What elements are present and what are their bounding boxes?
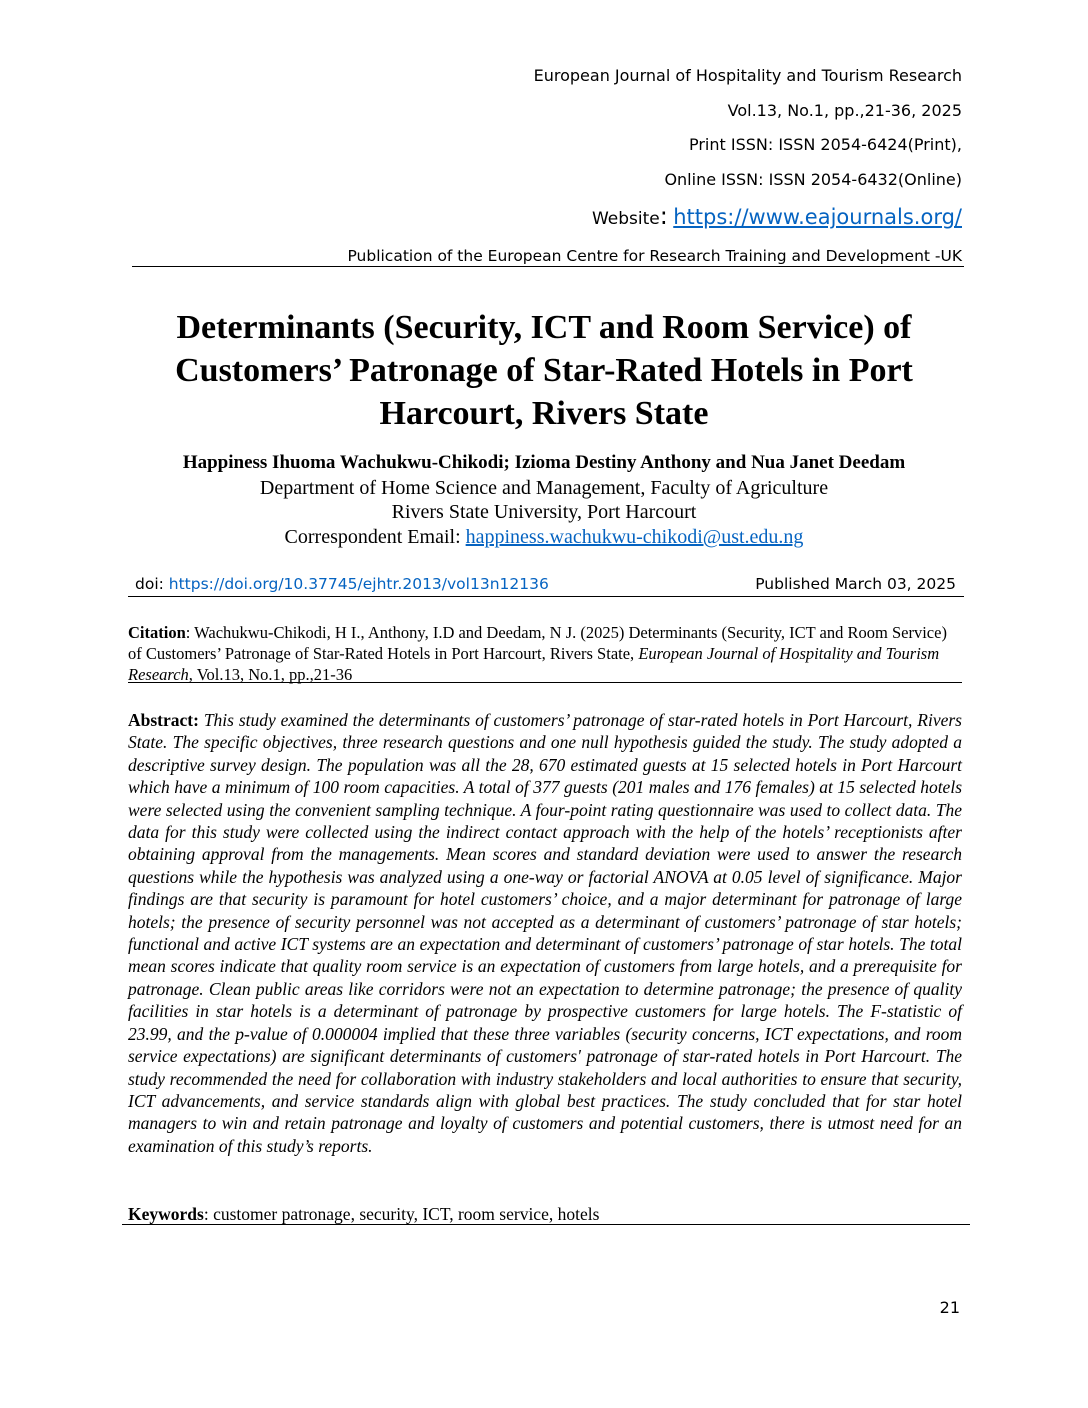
keywords-rule [122, 1224, 970, 1225]
citation [128, 622, 962, 685]
website-link[interactable]: https://www.eajournals.org/ [673, 205, 962, 229]
abstract [128, 709, 962, 1157]
journal-name: European Journal of Hospitality and Tourism Research [533, 66, 962, 85]
department: Department of Home Science and Management, Faculty of Agriculture [259, 477, 829, 499]
print-issn: Print ISSN: ISSN 2054-6424(Print), [688, 135, 962, 154]
university: Rivers State University, Port Harcourt [391, 501, 697, 523]
citation-tail: , Vol.13, No.1, pp.,21-36 [188, 665, 353, 684]
citation-rule [128, 682, 962, 683]
website-line [592, 202, 962, 233]
keywords-text: : customer patronage, security, ICT, room service, hotels [203, 1204, 600, 1224]
doi-line [135, 574, 549, 594]
correspondent-email [60, 525, 1028, 549]
email-link[interactable]: happiness.wachukwu-chikodi@ust.edu.ng [465, 526, 804, 548]
published-date: Published March 03, 2025 [755, 575, 956, 593]
page-number: 21 [939, 1298, 960, 1317]
email-label: Correspondent Email: [284, 526, 466, 548]
header-rule [132, 266, 964, 267]
abstract-text: This study examined the determinants of customers’ patronage of star-rated hotels in Port Harcourt, Rivers State. The specific objectives, three research questions and one null hypothesis guided the study. The study adopted a descriptive survey design. The population was all the 28, 670 estimated guests at 15 selected hotels in Port Harcourt which have a minimum of 100 room capacities. A total of 377 guests (201 males and 176 females) at 15 selected hotels were selected using the convenient sampling technique. A four-point rating questionnaire was used to collect data. The data for this study were collected using the indirect contact approach with the help of the hotels’ receptionists after obtaining approval from the managements. Mean scores and standard deviation were used to answer the research questions while the hypothesis was analyzed using a one-way or factorial ANOVA at 0.05 level of significance. Major findings are that security is paramount for hotel customers’ choice, and a major determinant for patronage of large hotels; the presence of security personnel was not accepted as a determinant of customers’ patronage of star hotels; functional and active ICT systems are an expectation and determinant of customers’ patronage of star hotels. The total mean scores indicate that quality room service is an expectation of customers from large hotels, and a prerequisite for patronage. Clean public areas like corridors were not an expectation to determine patronage; the presence of quality facilities in star hotels is a determinant of patronage by prospective customers for large hotels. The F-statistic of 23.99, and the p-value of 0.000004 implied that these three variables (security concerns, ICT expectations, and room service expectations) are significant determinants of customers' patronage of star-rated hotels in Port Harcourt. The study recommended the need for collaboration with industry stakeholders and local authorities to ensure that security, ICT advancements, and service standards align with global best practices. The study concluded that for star hotel managers to win and retain patronage and loyalty of customers and potential customers, there is utmost need for an examination of this study’s reports. [128, 710, 962, 1156]
abstract-label: Abstract: [128, 710, 199, 730]
keywords [128, 1203, 599, 1225]
keywords-label: Keywords [128, 1204, 204, 1224]
website-label: Website [591, 209, 660, 229]
online-issn: Online ISSN: ISSN 2054-6432(Online) [664, 170, 962, 189]
publisher-line: Publication of the European Centre for Research Training and Development -UK [347, 247, 962, 265]
doi-rule [128, 596, 964, 597]
website-colon: : [659, 202, 668, 230]
doi-link[interactable]: https://doi.org/10.37745/ejhtr.2013/vol13n12136 [168, 575, 549, 593]
citation-text: : Wachukwu-Chikodi, H I., Anthony, I.D and Deedam, N J. (2025) Determinants (Security, ICT and Room Service) of Customers’ Patronage of Star-Rated Hotels in Port Harcourt, Rivers State, [128, 623, 947, 663]
volume-info: Vol.13, No.1, pp.,21-36, 2025 [727, 101, 962, 120]
citation-journal: European Journal of Hospitality and Tourism Research [128, 644, 940, 684]
citation-label: Citation [128, 623, 186, 642]
paper-title: Determinants (Security, ICT and Room Service) of Customers’ Patronage of Star-Rated Hotels in Port Harcourt, Rivers State [175, 309, 913, 432]
doi-label: doi: [135, 575, 169, 593]
authors: Happiness Ihuoma Wachukwu-Chikodi; Izioma Destiny Anthony and Nua Janet Deedam [182, 452, 906, 473]
